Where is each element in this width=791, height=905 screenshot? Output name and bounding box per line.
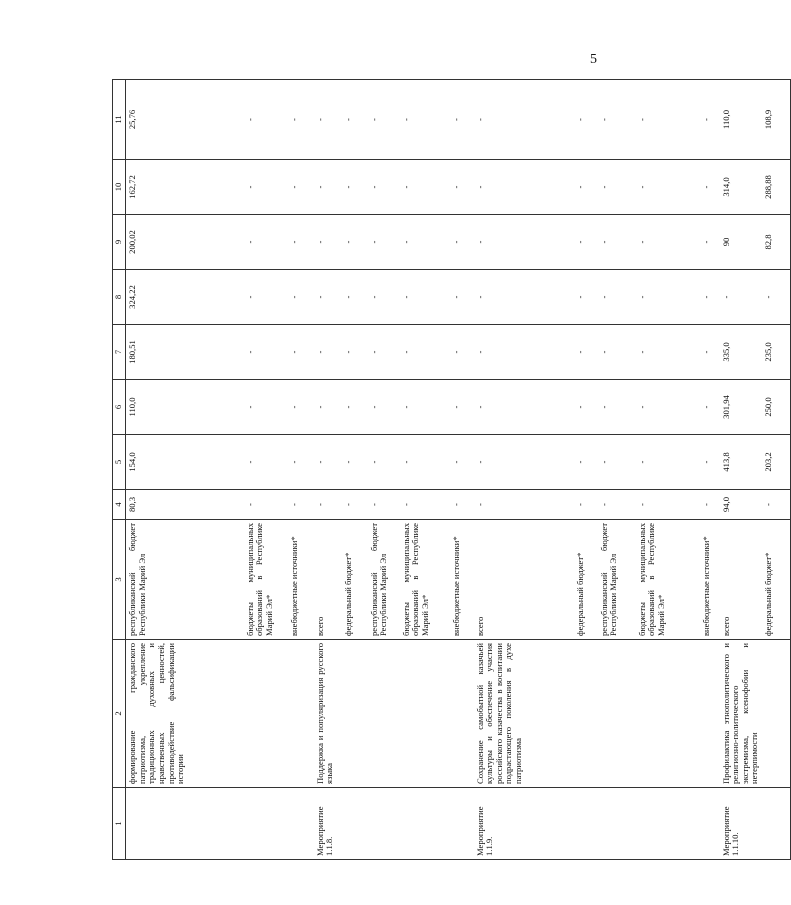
event-name-cell: Профилактика этнополитического и религиозно-политического экстремизма, ксенофобии и нетерпимости [720,640,763,788]
event-name-cell [368,640,400,788]
table-row [314,80,342,860]
value-cell-col-6: 301,94 [720,380,763,435]
event-name-cell [450,640,474,788]
column-number-10: 10 [113,160,126,215]
funding-source-cell: республиканский бюджет Республики Марий Эл [598,520,636,640]
funding-source-cell: федеральный бюджет* [342,520,368,640]
value-cell-col-9: - [700,215,720,270]
table-row [342,80,368,860]
value-cell-col-7: - [368,325,400,380]
value-cell-col-10: 162,72 [126,160,244,215]
event-name-cell [700,640,720,788]
value-cell-col-6: - [288,380,314,435]
funding-source-cell: федеральный бюджет* [762,520,790,640]
table-row [762,80,790,860]
funding-source-cell: республиканский бюджет Республики Марий Эл [126,520,244,640]
value-cell-col-6: - [474,380,574,435]
funding-source-cell: всего [314,520,342,640]
value-cell-col-11: - [598,80,636,160]
value-cell-col-8: - [762,270,790,325]
value-cell-col-8: - [342,270,368,325]
value-cell-col-11: - [574,80,598,160]
value-cell-col-11: - [636,80,700,160]
value-cell-col-11: - [400,80,450,160]
event-name-cell [762,640,790,788]
value-cell-col-10: - [474,160,574,215]
value-cell-col-5: - [342,435,368,490]
value-cell-col-7: 180,51 [126,325,244,380]
value-cell-col-6: - [700,380,720,435]
value-cell-col-10: - [342,160,368,215]
value-cell-col-10: - [450,160,474,215]
event-code-cell: Мероприятие 1.1.10. [720,788,763,860]
table-row [288,80,314,860]
value-cell-col-8: - [314,270,342,325]
value-cell-col-11: 110,0 [720,80,763,160]
value-cell-col-5: - [288,435,314,490]
value-cell-col-8: - [450,270,474,325]
value-cell-col-5: - [474,435,574,490]
value-cell-col-9: - [244,215,288,270]
value-cell-col-6: - [368,380,400,435]
table-row [636,80,700,860]
value-cell-col-6: 110,0 [126,380,244,435]
value-cell-col-8: - [474,270,574,325]
value-cell-col-9: - [314,215,342,270]
value-cell-col-11: 108,9 [762,80,790,160]
value-cell-col-9: - [474,215,574,270]
value-cell-col-6: - [636,380,700,435]
value-cell-col-10: - [244,160,288,215]
table-row [450,80,474,860]
funding-source-cell: бюджеты муниципальных образований в Республике Марий Эл* [636,520,700,640]
value-cell-col-10: - [636,160,700,215]
event-name-cell [574,640,598,788]
value-cell-col-7: - [244,325,288,380]
table-row [720,80,763,860]
value-cell-col-11: - [314,80,342,160]
event-code-cell [450,788,474,860]
value-cell-col-7: - [598,325,636,380]
value-cell-col-11: - [450,80,474,160]
value-cell-col-9: - [368,215,400,270]
value-cell-col-8: - [700,270,720,325]
value-cell-col-6: 250,0 [762,380,790,435]
value-cell-col-6: - [598,380,636,435]
value-cell-col-4: 94,0 [720,490,763,520]
column-number-3: 3 [113,520,126,640]
value-cell-col-9: 90 [720,215,763,270]
value-cell-col-4: - [474,490,574,520]
event-code-cell: Мероприятие 1.1.8. [314,788,342,860]
value-cell-col-11: - [474,80,574,160]
value-cell-col-10: - [598,160,636,215]
value-cell-col-5: 413,8 [720,435,763,490]
value-cell-col-8: - [368,270,400,325]
value-cell-col-6: - [400,380,450,435]
value-cell-col-10: - [700,160,720,215]
value-cell-col-6: - [244,380,288,435]
event-code-cell [400,788,450,860]
event-code-cell [700,788,720,860]
funding-source-cell: внебюджетные источники* [700,520,720,640]
value-cell-col-7: - [314,325,342,380]
value-cell-col-10: - [288,160,314,215]
value-cell-col-5: - [598,435,636,490]
column-number-11: 11 [113,80,126,160]
value-cell-col-7: - [474,325,574,380]
column-number-2: 2 [113,640,126,788]
value-cell-col-8: - [636,270,700,325]
event-code-cell [762,788,790,860]
value-cell-col-4: - [314,490,342,520]
value-cell-col-11: - [244,80,288,160]
value-cell-col-9: - [400,215,450,270]
value-cell-col-8: - [288,270,314,325]
event-code-cell [574,788,598,860]
value-cell-col-10: - [574,160,598,215]
event-name-cell: Поддержка и популяризация русского языка [314,640,342,788]
value-cell-col-4: - [342,490,368,520]
value-cell-col-4: - [450,490,474,520]
value-cell-col-7: - [700,325,720,380]
funding-source-cell: бюджеты муниципальных образований в Республике Марий Эл* [244,520,288,640]
value-cell-col-5: - [574,435,598,490]
table-row [598,80,636,860]
value-cell-col-7: 335,0 [720,325,763,380]
value-cell-col-8: - [244,270,288,325]
table-row [700,80,720,860]
funding-source-cell: внебюджетные источники* [450,520,474,640]
value-cell-col-8: 324,22 [126,270,244,325]
value-cell-col-4: - [244,490,288,520]
value-cell-col-5: - [244,435,288,490]
budget-table [112,79,791,860]
value-cell-col-7: - [288,325,314,380]
value-cell-col-6: - [450,380,474,435]
event-name-cell [636,640,700,788]
value-cell-col-4: - [636,490,700,520]
table-row [368,80,400,860]
value-cell-col-8: - [720,270,763,325]
event-code-cell [126,788,244,860]
table-row [400,80,450,860]
value-cell-col-11: - [368,80,400,160]
column-number-4: 4 [113,490,126,520]
funding-source-cell: внебюджетные источники* [288,520,314,640]
event-name-cell [400,640,450,788]
value-cell-col-9: - [574,215,598,270]
value-cell-col-9: 200,02 [126,215,244,270]
value-cell-col-4: 80,3 [126,490,244,520]
value-cell-col-5: - [400,435,450,490]
value-cell-col-10: 288,88 [762,160,790,215]
table-row [474,80,574,860]
value-cell-col-9: - [342,215,368,270]
value-cell-col-9: 82,8 [762,215,790,270]
event-code-cell [342,788,368,860]
event-name-cell [342,640,368,788]
value-cell-col-5: 203,2 [762,435,790,490]
funding-source-cell: всего [720,520,763,640]
column-number-8: 8 [113,270,126,325]
value-cell-col-11: 25,76 [126,80,244,160]
value-cell-col-5: - [700,435,720,490]
event-code-cell [636,788,700,860]
funding-source-cell: республиканский бюджет Республики Марий Эл [368,520,400,640]
column-number-9: 9 [113,215,126,270]
value-cell-col-6: - [574,380,598,435]
column-number-5: 5 [113,435,126,490]
value-cell-col-4: - [288,490,314,520]
value-cell-col-11: - [342,80,368,160]
value-cell-col-9: - [288,215,314,270]
event-name-cell: формирование гражданского патриотизма, укрепление традиционных духовных и нравственных ценностей, противодействие фальсификации истории [126,640,244,788]
value-cell-col-4: - [598,490,636,520]
value-cell-col-9: - [450,215,474,270]
table-row [126,80,244,860]
column-number-7: 7 [113,325,126,380]
page-number: 5 [590,52,597,67]
value-cell-col-7: - [636,325,700,380]
value-cell-col-7: 235,0 [762,325,790,380]
table-row [574,80,598,860]
funding-source-cell: всего [474,520,574,640]
value-cell-col-4: - [700,490,720,520]
value-cell-col-7: - [450,325,474,380]
column-number-1: 1 [113,788,126,860]
value-cell-col-5: - [450,435,474,490]
funding-source-cell: бюджеты муниципальных образований в Республике Марий Эл* [400,520,450,640]
table-row [244,80,288,860]
value-cell-col-4: - [574,490,598,520]
column-number-row [113,80,126,860]
value-cell-col-7: - [574,325,598,380]
value-cell-col-11: - [700,80,720,160]
value-cell-col-4: - [400,490,450,520]
value-cell-col-8: - [574,270,598,325]
rotated-table-container [112,80,773,860]
column-number-6: 6 [113,380,126,435]
event-name-cell [288,640,314,788]
event-code-cell [598,788,636,860]
value-cell-col-9: - [636,215,700,270]
value-cell-col-4: - [762,490,790,520]
table-body [126,80,791,860]
value-cell-col-10: - [314,160,342,215]
value-cell-col-7: - [342,325,368,380]
value-cell-col-6: - [342,380,368,435]
value-cell-col-9: - [598,215,636,270]
event-name-cell: Сохранение самобытной казачьей культуры и обеспечение участия российского казачества в воспитании подрастающего поколения в духе патриотизма [474,640,574,788]
value-cell-col-10: 314,0 [720,160,763,215]
value-cell-col-5: - [368,435,400,490]
event-name-cell [244,640,288,788]
value-cell-col-11: - [288,80,314,160]
funding-source-cell: федеральный бюджет* [574,520,598,640]
value-cell-col-4: - [368,490,400,520]
event-name-cell [598,640,636,788]
value-cell-col-8: - [400,270,450,325]
value-cell-col-10: - [368,160,400,215]
value-cell-col-5: - [636,435,700,490]
value-cell-col-8: - [598,270,636,325]
value-cell-col-5: 154,0 [126,435,244,490]
event-code-cell [288,788,314,860]
event-code-cell [244,788,288,860]
event-code-cell: Мероприятие 1.1.9. [474,788,574,860]
value-cell-col-6: - [314,380,342,435]
value-cell-col-5: - [314,435,342,490]
event-code-cell [368,788,400,860]
value-cell-col-10: - [400,160,450,215]
value-cell-col-7: - [400,325,450,380]
